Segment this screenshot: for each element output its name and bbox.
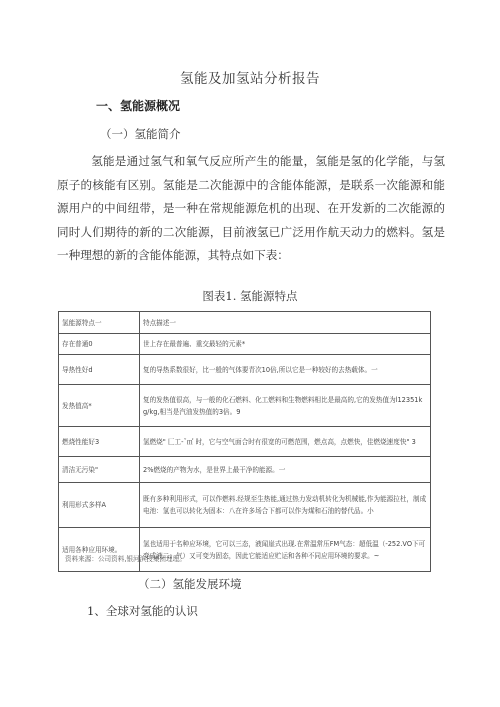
- table-row: [59, 334, 431, 355]
- document-title: 氢能及加氢站分析报告: [180, 71, 320, 87]
- subsection-heading: （二）氢能发展环境: [138, 577, 242, 591]
- feature-name-cell: 存在普通0: [59, 334, 140, 355]
- feature-desc-cell: 氢燃烧" 匚工-ˇ㎡ 时，它与空气面合时有很宽的可燃范围，燃点高，点燃快，佳燃烧速度快" 3: [140, 427, 431, 457]
- paragraph-text: 氢能是通过氢气和氧气反应所产生的能量，氢能是氢的化学能，与氢原子的核能有区别。氢能是二次能源中的含能体能源，是联系一次能源和能源用户的中间纽带，是一种在常规能源危机的出现、在开发新的二次能源的同时人们期待的新的二次能源，目前液氢已广泛用作航天动力的燃料。氢是一种理想的新的含能体能源，其特点如下表：: [57, 154, 445, 263]
- feature-name-cell: 发热值高*: [59, 385, 140, 427]
- section-heading: 一、氢能源概况: [96, 99, 181, 113]
- table-source-note: 资料来源：公司资料,银河滨投集团理理。: [65, 555, 186, 563]
- table-header-row: [59, 312, 431, 334]
- table-row: [59, 528, 431, 572]
- feature-desc-cell: 复的发热值很高，与一般的化石燃料、化工燃料和生物燃料相比是最高的,它的发热值为l12351kg/kg,相当是汽油发热值的3倍。9: [140, 385, 431, 427]
- subsection-heading: （一）氢能简介: [100, 127, 181, 141]
- table-row: [59, 355, 431, 385]
- header-cell: 氢能源特点一: [59, 312, 140, 334]
- feature-desc-cell: 氢也适用于名种应环境，它可以三态，液闻崖式出现.在常温常压FM气态：超低温（-252.VO下可变成液二：气）又可变为固态，因此它能适应贮运和各种不同应用环境的要求。~: [140, 528, 431, 572]
- feature-desc-cell: 既有多种利用形式，可以作燃料.经规至生热能,通过热力发动机转化为机械能,作为能源拉杜，制成电池：氢也可以转化为固本：八在许多场合下都可以作为煤和石油的替代品。小: [140, 483, 431, 528]
- table-row: [59, 457, 431, 483]
- feature-name-cell: 适用各种应用环境。: [59, 528, 140, 572]
- table-row: [59, 427, 431, 457]
- features-table: [58, 311, 431, 572]
- feature-name-cell: 燃烧性能好3: [59, 427, 140, 457]
- table-row: [59, 483, 431, 528]
- feature-desc-cell: 世上存在最普遍、重交最轻的元素*: [140, 334, 431, 355]
- feature-name-cell: 导热性好d: [59, 355, 140, 385]
- item-heading: 1、全球对氢能的认识: [87, 604, 198, 618]
- table-caption: 图表1. 氢能源特点: [202, 289, 298, 303]
- feature-name-cell: 清洁无污染": [59, 457, 140, 483]
- header-cell: 特点描述一: [140, 312, 431, 334]
- body-paragraph: [57, 150, 445, 268]
- feature-name-cell: 利用形式多样A: [59, 483, 140, 528]
- table-row: [59, 385, 431, 427]
- feature-desc-cell: 复的导热系数很好，比一般的气体要青次10倍,所以它是一种较好的去热载体。一: [140, 355, 431, 385]
- feature-desc-cell: 2%燃烧的产物为水，是世界上最干净的能源。一: [140, 457, 431, 483]
